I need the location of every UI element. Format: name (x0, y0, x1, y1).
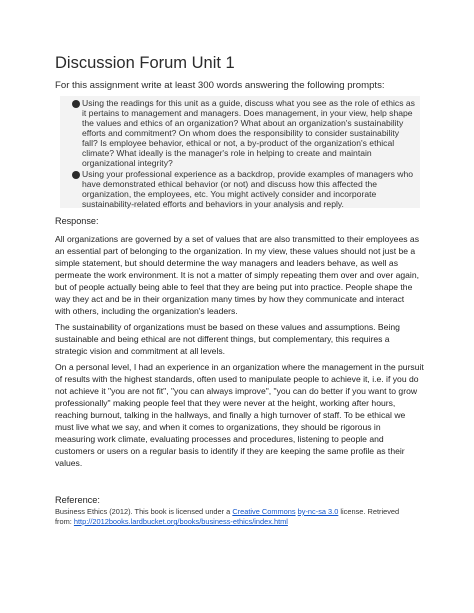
body-line: On a personal level, I had an experience in an organization where the management in the pursuit (55, 362, 424, 372)
license-link[interactable]: by-nc-sa 3.0 (297, 507, 339, 516)
body-line: measuring work climate, evaluating processes and procedures, listening to people and (55, 434, 384, 444)
source-url-link[interactable]: http://2012books.lardbucket.org/books/business-ethics/index.html (73, 517, 288, 526)
body-line: simple statement, but should determine the way managers and leaders behave, as well as (55, 258, 398, 268)
prompt-line: efforts and commitment? On whom does the responsibility to consider sustainability (82, 128, 400, 138)
body-line: with others, including the organization's leaders. (55, 306, 238, 316)
body-line: All organizations are governed by a set of values that are also transmitted to their employees as (55, 234, 420, 244)
body-line: values. (55, 458, 83, 468)
body-line: of results with the highest standards, often used to manipulate people to achieve it, i.e. if you do (55, 374, 419, 384)
body-line: must live what we say, and when it comes to organizations, they should be rigorous in (55, 422, 381, 432)
prompt-line: organization, the employees, etc. You might actively consider and incorporate (82, 189, 377, 199)
reference-line (55, 517, 288, 527)
prompt-line: fall? Is employee behavior, ethical or not, a by-product of the organization's ethical (82, 138, 395, 148)
body-line: permeate the work environment. It is not a matter of simply repeating them over and over again, (55, 270, 419, 280)
body-line: The sustainability of organizations must be based on these values and assumptions. Being (55, 322, 400, 332)
prompt-line: the values and ethics of an organization? What about an organization's sustainability (82, 118, 404, 128)
body-line: way they act and be in their organization many times by how they communicate and interact (55, 294, 405, 304)
body-line: reaching burnout, talking in the hallways, and finally a high turnover of staff. To be ethical we (55, 410, 406, 420)
prompt-line: Using your professional experience as a backdrop, provide examples of managers who (82, 169, 414, 179)
reference-heading: Reference: (55, 495, 100, 505)
reference-text: license. Retrieved (338, 507, 400, 516)
body-line: professionally" making people feel that they were never at the height, working after hours, (55, 398, 396, 408)
prompt-line: Using the readings for this unit as a guide, discuss what you see as the role of ethics as (82, 98, 415, 108)
prompt-line: it pertains to management and managers. Does management, in your view, help shape (82, 108, 413, 118)
reference-text: from: (55, 517, 74, 526)
prompt-line: sustainability-related efforts and behaviors in your analysis and reply. (82, 199, 344, 209)
assignment-instruction: For this assignment write at least 300 words answering the following prompts: (55, 80, 385, 91)
bullet-icon (72, 100, 80, 108)
prompt-line: have demonstrated ethical behavior (or not) and discuss how this affected the (82, 179, 378, 189)
response-label: Response: (55, 216, 99, 226)
reference-text: Business Ethics (2012). This book is licensed under a (55, 507, 233, 516)
body-line: customers or users on a regular basis to identify if they are keeping the same profile as their (55, 446, 405, 456)
body-line: not achieve it "you are not fit", "you can always improve", "you can do better if you want to grow (55, 386, 418, 396)
body-line: an essential part of belonging to the organization. In my view, these values should not just be a (55, 246, 416, 256)
body-line: sustainable and being ethical are not different things, but complementary, this requires a (55, 334, 390, 344)
prompt-line: organizational integrity? (82, 158, 173, 168)
prompt-line: climate? What ideally is the manager's role in helping to create and maintain (82, 148, 372, 158)
bullet-icon (72, 171, 80, 179)
creative-commons-link[interactable]: Creative Commons (232, 507, 296, 516)
reference-line (55, 507, 399, 517)
body-line: but of people actually being able to feel that they are being put into practice. People shape the (55, 282, 413, 292)
body-line: strategic vision and commitment at all levels. (55, 346, 226, 356)
page-title: Discussion Forum Unit 1 (55, 54, 235, 72)
